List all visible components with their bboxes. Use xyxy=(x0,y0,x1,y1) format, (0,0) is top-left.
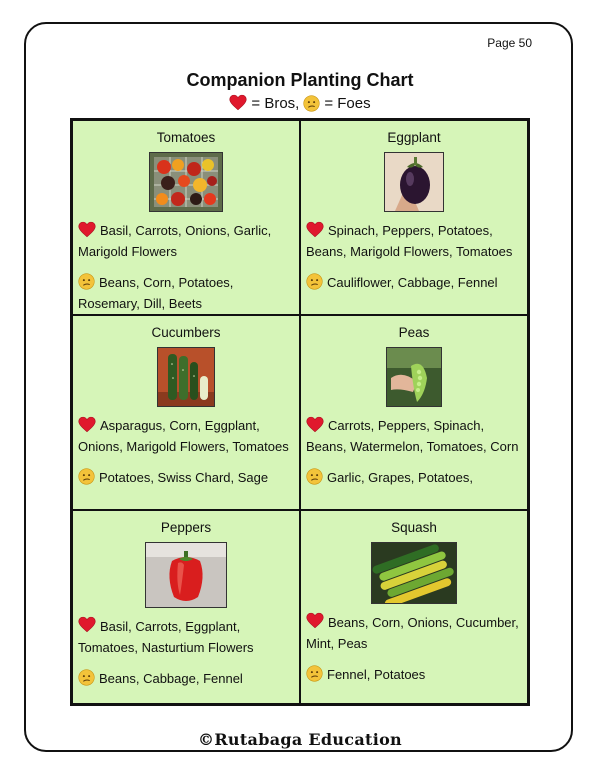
cell-eggplant xyxy=(300,120,528,315)
heart-icon xyxy=(306,612,324,630)
heart-icon xyxy=(78,416,96,434)
bros-text: Asparagus, Corn, Eggplant, Onions, Marigold Flowers, Tomatoes xyxy=(78,418,289,454)
confused-face-icon xyxy=(78,669,95,686)
page-title: Companion Planting Chart xyxy=(186,70,414,90)
bros-list xyxy=(78,220,295,262)
tomatoes-photo xyxy=(149,152,223,212)
heart-icon xyxy=(229,94,247,112)
foes-list xyxy=(306,272,523,293)
heart-icon xyxy=(78,616,96,634)
bros-list xyxy=(306,415,523,457)
cell-title: Tomatoes xyxy=(156,130,216,145)
heart-icon xyxy=(306,221,324,239)
legend-foes-label: = Foes xyxy=(324,94,371,112)
cell-peas xyxy=(300,315,528,510)
planting-grid xyxy=(70,118,530,706)
cell-peppers xyxy=(72,510,300,705)
foes-list xyxy=(78,272,295,314)
page-number: Page 50 xyxy=(487,36,532,50)
bros-text: Spinach, Peppers, Potatoes, Beans, Marigold Flowers, Tomatoes xyxy=(306,223,513,259)
cell-title: Peppers xyxy=(160,519,212,535)
foes-text: Beans, Corn, Potatoes, Rosemary, Dill, Beets xyxy=(78,275,234,311)
cell-title: Squash xyxy=(391,519,437,535)
cucumbers-photo xyxy=(157,347,215,407)
confused-face-icon xyxy=(78,468,95,485)
cell-squash xyxy=(300,510,528,705)
foes-list xyxy=(78,668,295,689)
heart-icon xyxy=(78,221,96,239)
confused-face-icon xyxy=(78,273,95,290)
foes-text: Fennel, Potatoes xyxy=(327,666,426,682)
heart-icon xyxy=(306,416,324,434)
bros-list xyxy=(78,616,295,658)
foes-text: Cauliflower, Cabbage, Fennel xyxy=(327,275,498,290)
bros-text: Beans, Corn, Onions, Cucumber, Mint, Peas xyxy=(306,614,519,651)
confused-face-icon xyxy=(306,665,323,682)
confused-face-icon xyxy=(303,95,320,112)
cell-title: Peas xyxy=(398,325,430,340)
eggplant-photo xyxy=(384,152,444,212)
legend xyxy=(0,94,600,112)
foes-text: Beans, Cabbage, Fennel xyxy=(99,670,243,686)
copyright-footer: ©Rutabaga Education xyxy=(198,730,402,749)
confused-face-icon xyxy=(306,468,323,485)
squash-photo xyxy=(371,542,457,604)
foes-text: Garlic, Grapes, Potatoes, xyxy=(327,470,473,485)
foes-list xyxy=(306,664,523,685)
cell-title: Cucumbers xyxy=(151,325,221,340)
bros-text: Carrots, Peppers, Spinach, Beans, Watermelon, Tomatoes, Corn xyxy=(306,418,519,454)
foes-text: Potatoes, Swiss Chard, Sage xyxy=(99,470,269,485)
confused-face-icon xyxy=(306,273,323,290)
cell-title: Eggplant xyxy=(387,130,441,145)
cell-cucumbers xyxy=(72,315,300,510)
bros-list xyxy=(306,220,523,262)
bros-list xyxy=(306,612,523,654)
foes-list xyxy=(78,467,295,488)
peppers-photo xyxy=(145,542,227,608)
bros-list xyxy=(78,415,295,457)
bros-text: Basil, Carrots, Onions, Garlic, Marigold Flowers xyxy=(78,223,272,259)
cell-tomatoes xyxy=(72,120,300,315)
legend-bros-label: = Bros, xyxy=(251,94,300,112)
peas-photo xyxy=(386,347,442,407)
bros-text: Basil, Carrots, Eggplant, Tomatoes, Nasturtium Flowers xyxy=(78,618,254,655)
foes-list xyxy=(306,467,523,488)
